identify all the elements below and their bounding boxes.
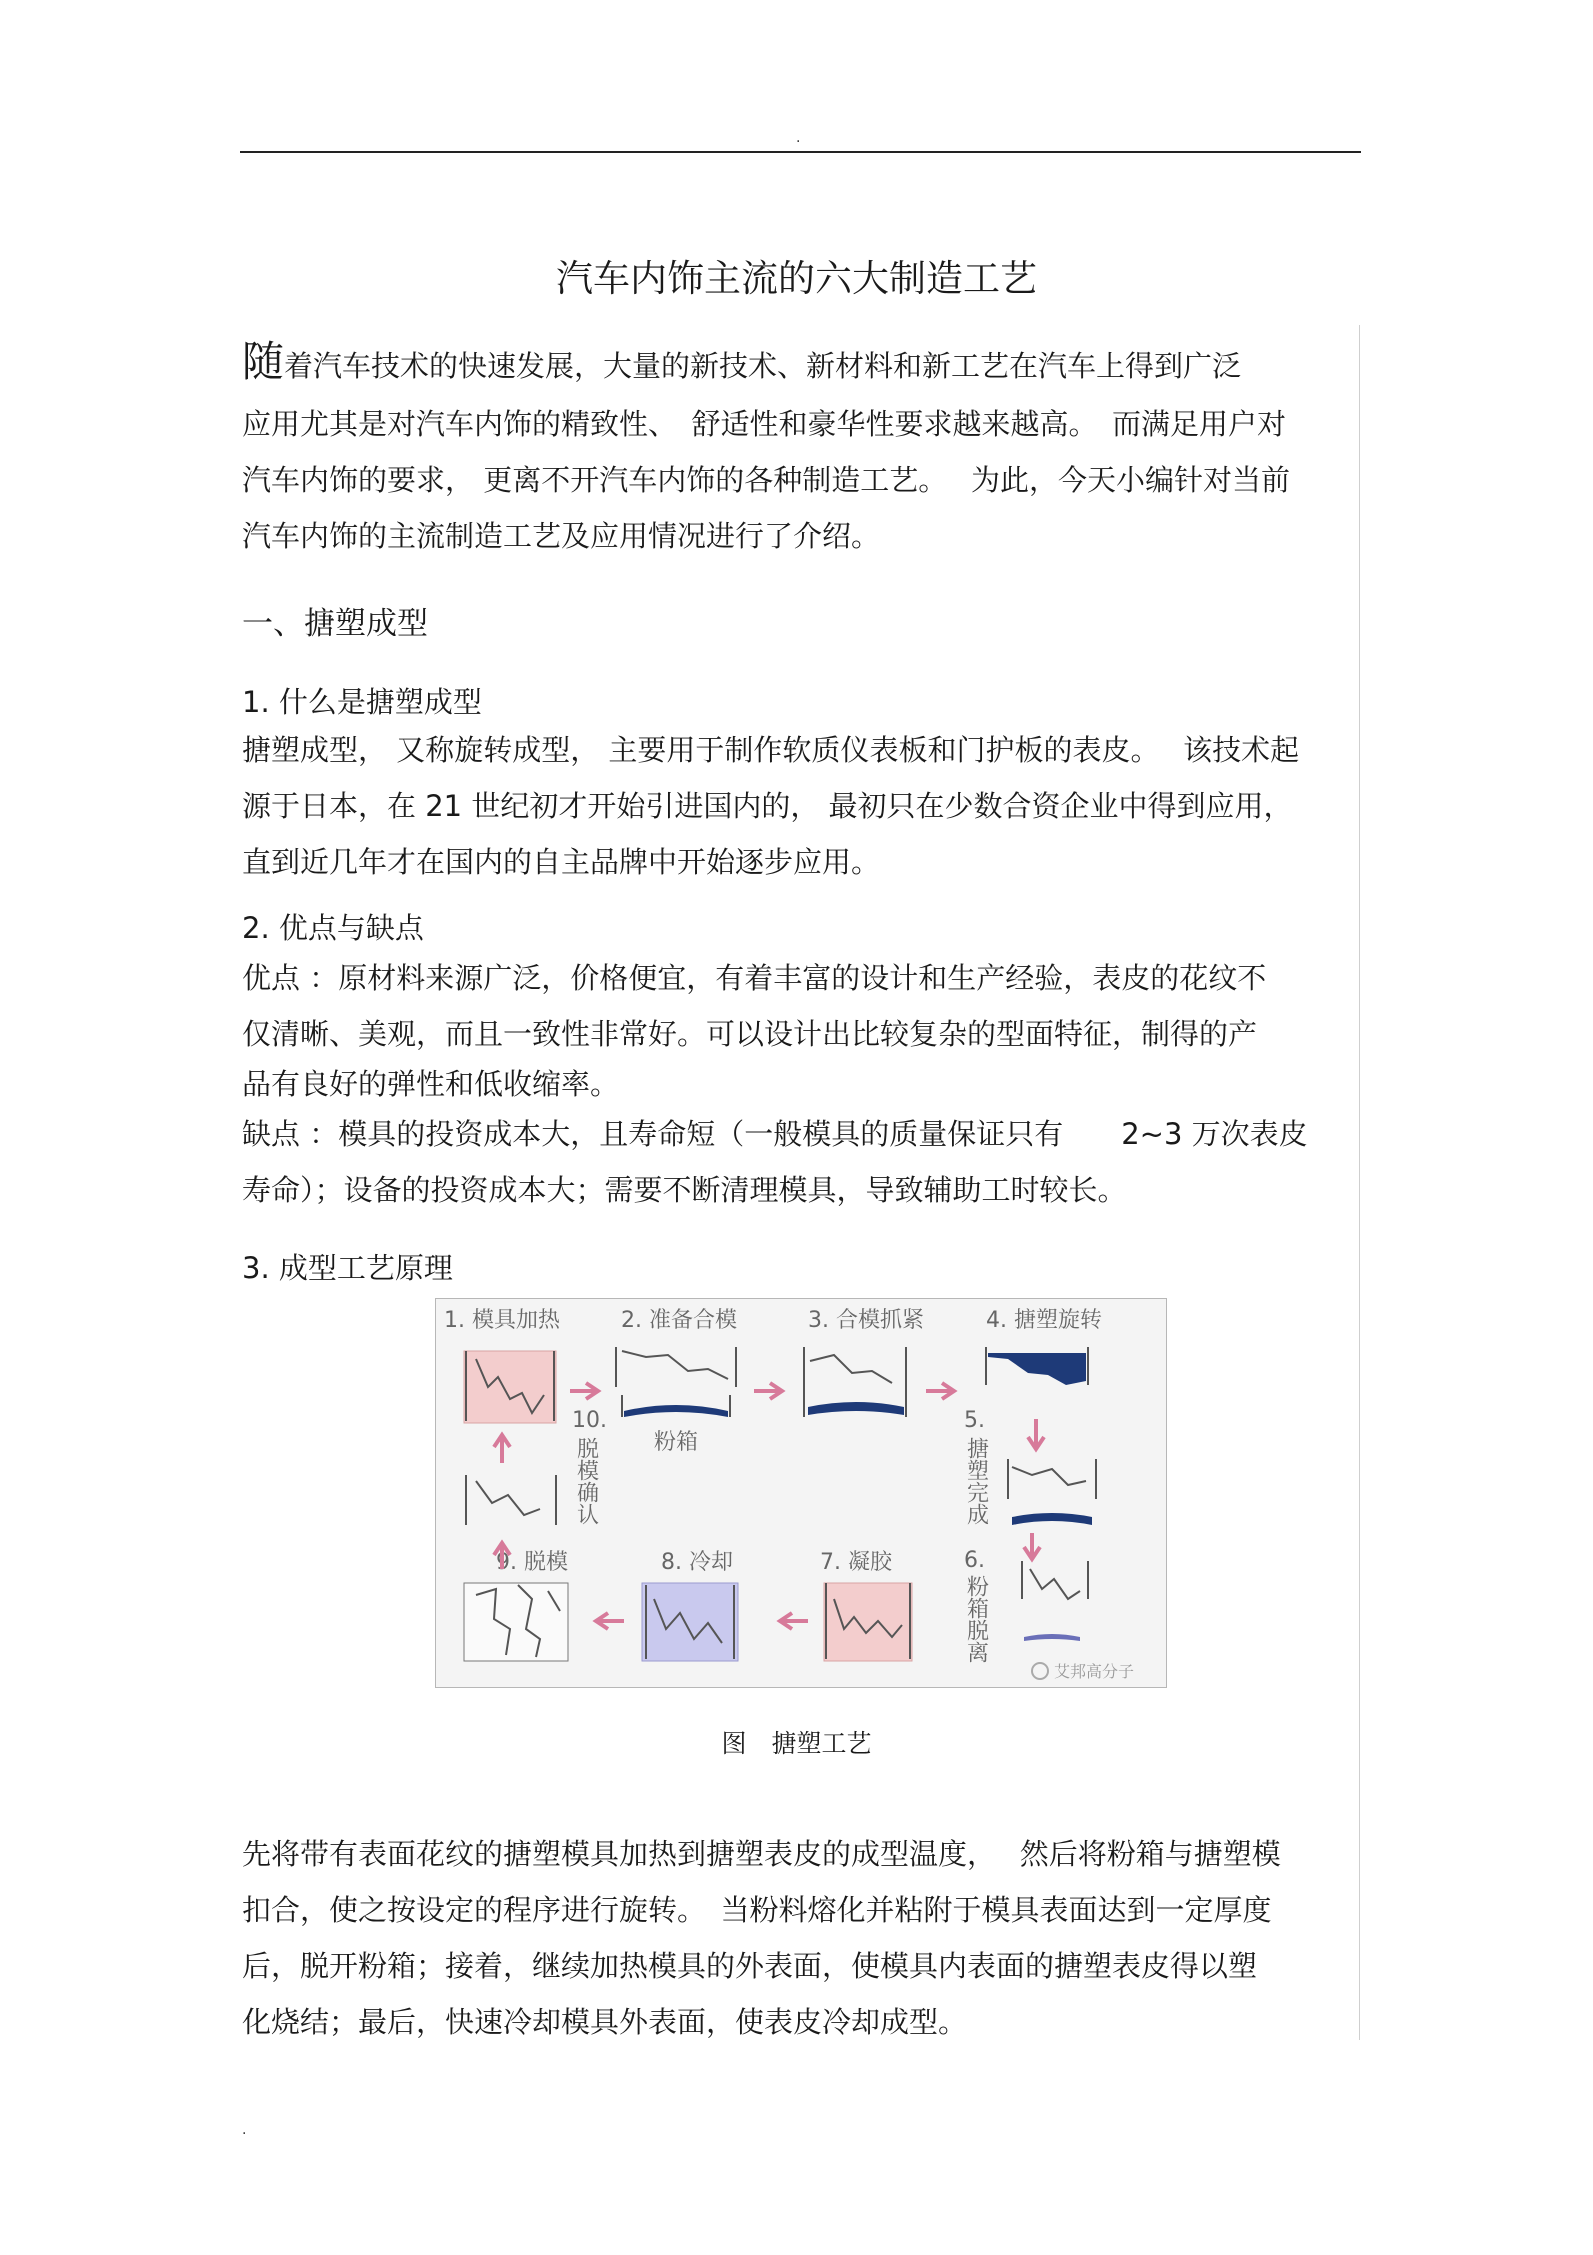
- arrow-7-8: [780, 1613, 808, 1629]
- slush-molding-figure: [435, 1298, 1167, 1688]
- intro-line-3: 汽车内饰的要求， 更离不开汽车内饰的各种制造工艺。 为此，今天小编针对当前: [242, 463, 1290, 497]
- intro-line-4: 汽车内饰的主流制造工艺及应用情况进行了介绍。: [242, 519, 881, 553]
- watermark-text: 艾邦高分子: [1054, 1662, 1135, 1681]
- powder-box-label: 粉箱: [654, 1430, 699, 1455]
- step-10-label: [572, 1408, 607, 1433]
- page-title: 汽车内饰主流的六大制造工艺: [556, 257, 1037, 300]
- p2-line-5: 寿命）；设备的投资成本大；需要不断清理模具，导致辅助工时较长。: [242, 1173, 1127, 1207]
- step-1-label: 1. 模具加热: [444, 1308, 560, 1333]
- mold-5-profile: [1008, 1459, 1096, 1499]
- arrow-2-3: [754, 1383, 782, 1399]
- drop-cap: 随: [242, 337, 285, 386]
- footer-dot: .: [242, 2122, 247, 2138]
- paragraph-1: [242, 722, 1362, 890]
- powder-box-3: [808, 1402, 904, 1415]
- gel-mold-box: [824, 1583, 912, 1661]
- arrow-4-5: [1028, 1419, 1044, 1449]
- arrow-10-1: [494, 1435, 510, 1463]
- p3-line-4: 化烧结；最后，快速冷却模具外表面，使表皮冷却成型。: [242, 2005, 968, 2039]
- powder-4-rotating: [988, 1353, 1086, 1385]
- arrow-3-4: [926, 1383, 954, 1399]
- p2-line-3: 品有良好的弹性和低收缩率。: [242, 1067, 620, 1101]
- subheading-1: 1. 什么是搪塑成型: [242, 685, 482, 719]
- mold-2-profile: [616, 1347, 736, 1387]
- powder-box-2: [624, 1405, 728, 1417]
- step-9-label: 9. 脱模: [496, 1550, 568, 1575]
- step-6-text: 粉箱脱离: [963, 1575, 989, 1663]
- mold-10-profile: [466, 1475, 556, 1525]
- p1-line-1: 搪塑成型， 又称旋转成型， 主要用于制作软质仪表板和门护板的表皮。 该技术起: [242, 733, 1300, 767]
- arrow-8-9: [596, 1613, 624, 1629]
- step-8-label: 8. 冷却: [661, 1550, 733, 1575]
- subheading-2: 2. 优点与缺点: [242, 911, 424, 945]
- p1-line-3: 直到近几年才在国内的自主品牌中开始逐步应用。: [242, 845, 881, 879]
- subheading-3: 3. 成型工艺原理: [242, 1251, 453, 1285]
- step-6-number: 6.: [964, 1548, 985, 1573]
- p2-line-1: 优点 ：原材料来源广泛，价格便宜，有着丰富的设计和生产经验，表皮的花纹不: [242, 961, 1267, 995]
- arrow-5-6: [1024, 1533, 1040, 1559]
- arrow-1-2: [570, 1383, 598, 1399]
- figure-caption: 图 搪塑工艺: [721, 1729, 872, 1758]
- step-10-number: 10.: [572, 1408, 607, 1433]
- p3-line-2: 扣合，使之按设定的程序进行旋转。 当粉料熔化并粘附于模具表面达到一定厚度: [242, 1893, 1272, 1927]
- powder-box-6: [1024, 1634, 1080, 1641]
- cooling-mold-box: [642, 1583, 738, 1661]
- p1-line-2: 源于日本，在 21 世纪初才开始引进国内的， 最初只在少数合资企业中得到应用，: [242, 789, 1293, 823]
- header-dot: .: [796, 130, 801, 146]
- step-2-label: 2. 准备合模: [621, 1308, 737, 1333]
- mold-6-profile: [1022, 1561, 1088, 1599]
- intro-line-2: 应用尤其是对汽车内饰的精致性、 舒适性和豪华性要求越来越高。 而满足用户对: [242, 407, 1287, 441]
- section-heading: 一、搪塑成型: [242, 606, 428, 642]
- paragraph-2: [242, 950, 1362, 1218]
- intro-line-1-text: 着汽车技术的快速发展，大量的新技术、新材料和新工艺在汽车上得到广泛: [284, 349, 1242, 383]
- paragraph-3: [242, 1826, 1362, 2050]
- process-diagram: [436, 1299, 1166, 1687]
- intro-paragraph: [242, 334, 1362, 564]
- p2-line-2: 仅清晰、美观，而且一致性非常好。可以设计出比较复杂的型面特征，制得的产: [242, 1017, 1258, 1051]
- step-7-label: 7. 凝胶: [820, 1550, 892, 1575]
- intro-line-1: [242, 334, 1362, 394]
- header-rule: [240, 151, 1361, 153]
- step-5-number: 5.: [964, 1408, 985, 1433]
- step-10-text: 脱模确认: [573, 1437, 599, 1525]
- watermark-logo: [1032, 1663, 1048, 1679]
- p2-line-4: 缺点 ：模具的投资成本大，且寿命短（一般模具的质量保证只有 2~3 万次表皮: [242, 1117, 1308, 1151]
- step-4-label: 4. 搪塑旋转: [986, 1308, 1102, 1333]
- powder-box-5: [1012, 1513, 1092, 1525]
- step-5-text: 搪塑完成: [963, 1437, 989, 1525]
- p3-line-3: 后，脱开粉箱；接着，继续加热模具的外表面，使模具内表面的搪塑表皮得以塑: [242, 1949, 1258, 1983]
- p3-line-1: 先将带有表面花纹的搪塑模具加热到搪塑表皮的成型温度， 然后将粉箱与搪塑模: [242, 1837, 1281, 1871]
- step-3-label: 3. 合模抓紧: [808, 1308, 924, 1333]
